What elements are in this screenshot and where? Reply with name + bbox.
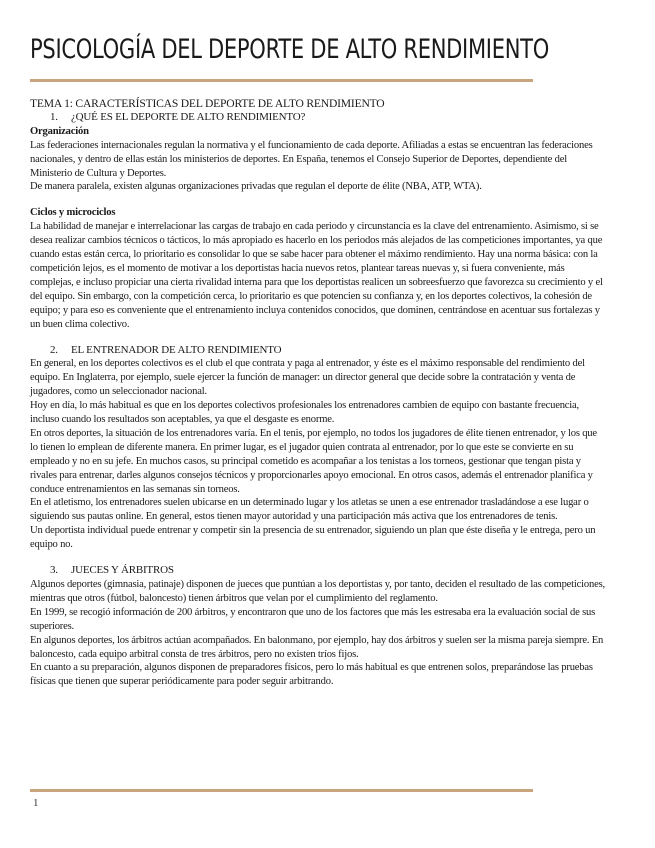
paragraph: Hoy en día, lo más habitual es que en los deportes colectivos profesionales los entrenadores cambien de equipo con bastante frecuencia, incluso cuando los resultados son aceptables, ya que el desgaste es enorme. — [30, 400, 579, 426]
section-heading-2 — [30, 344, 605, 358]
document-title: PSICOLOGÍA DEL DEPORTE DE ALTO RENDIMIENTO — [30, 34, 549, 65]
subheading-ciclos: Ciclos y microciclos — [30, 207, 116, 219]
tema-heading: TEMA 1: CARACTERÍSTICAS DEL DEPORTE DE ALTO RENDIMIENTO — [30, 97, 385, 110]
section-heading-3 — [30, 564, 605, 578]
paragraph: En algunos deportes, los árbitros actúan acompañados. En balonmano, por ejemplo, hay dos árbitros y suelen ser la misma pareja siempre. En baloncesto, cada equipo arbitral consta de tres árbitros, pero no existen tríos fijos. — [30, 634, 604, 660]
paragraph: En otros deportes, la situación de los entrenadores varía. En el tenis, por ejemplo, no todos los jugadores de élite tienen entrenador, y los que lo tienen lo emplean de diferente manera. En primer lugar, es el jugador quien contrata al entrenador, por lo que este se convierte en su empleado y no en su jefe. En muchos casos, su principal cometido es acompañar a los tenistas a los torneos, gestionar que tengan pista y rivales para entrenar, darles algunos consejos técnicos y proporcionarles apoyo emocional. En otros casos, además el entrenador planifica y conduce entrenamientos en las semanas sin torneos. — [30, 427, 597, 495]
paragraph: Un deportista individual puede entrenar y competir sin la presencia de su entrenador, siguiendo un plan que éste diseña y le entrega, pero un equipo no. — [30, 525, 596, 551]
paragraph: En cuanto a su preparación, algunos disponen de preparadores físicos, pero lo más habitual es que entrenen solos, preparándose las pruebas físicas que tienen que superar periódicamente para poder seguir arbitrando. — [30, 662, 593, 688]
section-title: JUECES Y ÁRBITROS — [71, 564, 174, 577]
section-heading-1 — [30, 111, 605, 125]
paragraph: Algunos deportes (gimnasia, patinaje) disponen de jueces que puntúan a los deportistas y, por tanto, deciden el resultado de las competiciones, mientras que otros (fútbol, baloncesto) tienen árbitros que velan por el cumplimiento del reglamento. — [30, 579, 605, 604]
paragraph: De manera paralela, existen algunas organizaciones privadas que regulan el deporte de élite (NBA, ATP, WTA). — [30, 181, 482, 193]
paragraph: En 1999, se recogió información de 200 árbitros, y encontraron que uno de los factores que más les estresaba era la evaluación social de sus superiores. — [30, 606, 596, 632]
section-number: 1. — [50, 110, 58, 123]
section-number: 3. — [50, 564, 58, 577]
title-underline — [30, 79, 533, 82]
footer-rule — [30, 789, 533, 792]
subheading-organizacion: Organización — [30, 125, 89, 137]
section-title: EL ENTRENADOR DE ALTO RENDIMIENTO — [71, 343, 282, 356]
document-body — [30, 97, 605, 689]
page-number: 1 — [33, 797, 39, 809]
paragraph: Las federaciones internacionales regulan la normativa y el funcionamiento de cada deporte. Afiliadas a estas se encuentran las federaciones nacionales, y dentro de ellas están los ministerios de deportes. En España, tenemos el Consejo Superior de Deportes, dependiente del Ministerio de Cultura y Deportes. — [30, 139, 593, 179]
section-title: ¿QUÉ ES EL DEPORTE DE ALTO RENDIMIENTO? — [71, 110, 306, 123]
paragraph: En el atletismo, los entrenadores suelen ubicarse en un determinado lugar y los atletas se unen a ese entrenador trasladándose a ese lugar o siguiendo sus pautas online. En general, estos tienen mayor autoridad y una participación más activa que los entrenadores de tenis. — [30, 497, 589, 523]
paragraph: La habilidad de manejar e interrelacionar las cargas de trabajo en cada periodo y circunstancia es la clave del entrenamiento. Asimismo, si se desea realizar cambios técnicos o tácticos, lo más apropiado es hacerlo en los periodos más alejados de las competiciones importantes, ya que cuando estas están cerca, lo prioritario es consolidar lo que se sabe hacer para obtener el máximo rendimiento. Hay una norma básica: con la competición lejos, es el momento de motivar a los deportistas hacia nuevos retos, plantear tareas nuevas y, si fuera conveniente, más complejas, e incluso propiciar una cierta rivalidad interna para que los deportistas realicen un sobreesfuerzo que favorezca su crecimiento y el del equipo. Sin embargo, con la competición cerca, lo prioritario es que potencien su confianza y, en los deportes colectivos, la cohesión de equipo; y para eso es conveniente que el entrenamiento incluya contenidos conocidos, que dominen, centrándose en acentuar sus fortalezas y un buen clima colectivo. — [30, 221, 603, 330]
paragraph: En general, en los deportes colectivos es el club el que contrata y paga al entrenador, y éste es el máximo responsable del rendimiento del equipo. En Inglaterra, por ejemplo, suele ejercer la función de manager: un director general que decide sobre la contratación y venta de jugadores, como un seleccionador nacional. — [30, 358, 585, 398]
section-number: 2. — [50, 343, 58, 356]
